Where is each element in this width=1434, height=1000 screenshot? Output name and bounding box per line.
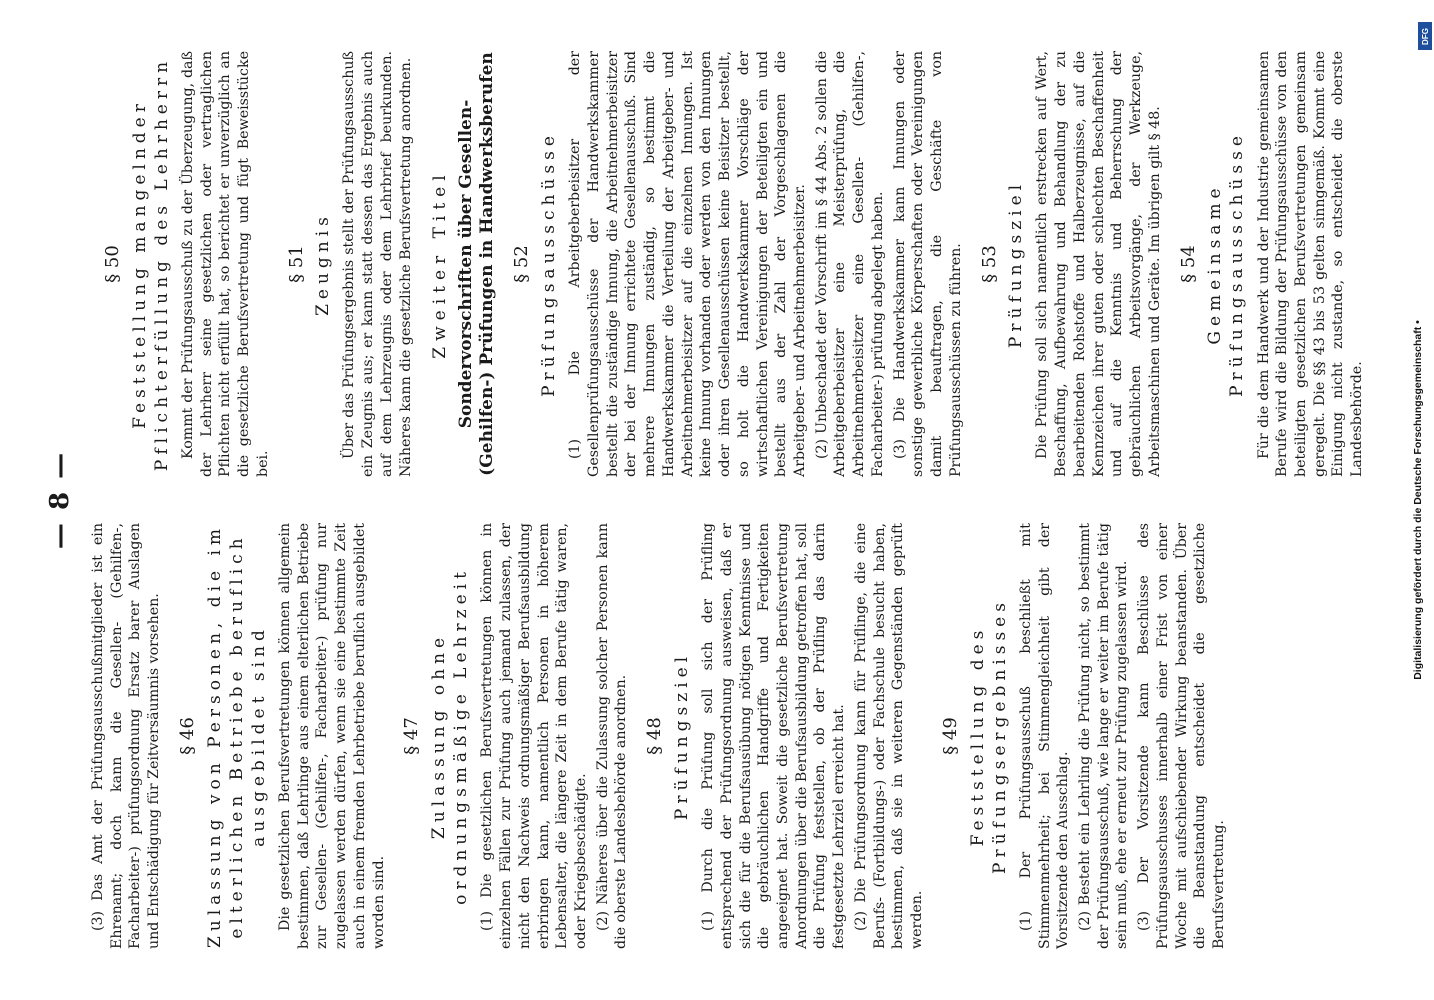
paragraph: Für die dem Handwerk und der Industrie gemeinsamen Berufe wird die Bildung der Prüfungsausschüsse von den beteiligten gesetzlichen Berufsvertretungen gemeinsam geregelt. Die §§ 43 bis 53 gelten sinngemäß. Kommt eine Einigung nicht zustande, so entscheidet die oberste Landesbehörde. xyxy=(1255,51,1366,477)
section-number: § 54 xyxy=(1177,245,1199,283)
paragraph: (1) Durch die Prüfung soll sich der Prüfling entsprechend der Prüfungsordnung ausweisen, daß er sich die für die Berufsausübung nötigen Kenntnisse und die gebräuchlichen Handgriffe und Fertigkeiten angeeignet hat. Soweit die gesetzliche Berufsvertretung Anordnungen über die Berufsausbildung getroffen hat, soll die Prüfung feststellen, ob der Prüfling das darin festgesetzte Lehrziel erreicht hat. xyxy=(700,523,848,949)
paragraph: (2) Unbeschadet der Vorschrift im § 44 Abs. 2 sollen die Arbeitgeberbeisitzer eine Meisterprüfung, die Arbeitnehmerbeisitzer eine Gesellen- (Gehilfen-, Facharbeiter-) prüfung abgelegt haben. xyxy=(813,51,886,477)
text-columns xyxy=(89,51,1370,949)
section-title: Zulassung von Personen, die im elterlichen Betriebe beruflich ausgebildet sind xyxy=(204,523,269,949)
paragraph: (2) Näheres über die Zulassung solcher Personen kann die oberste Landesbehörde anordnen. xyxy=(594,523,630,949)
section-title: Gemeinsame Prüfungsausschüsse xyxy=(1205,131,1248,397)
section-title: Zulassung ohne ordnungsmäßige Lehrzeit xyxy=(429,567,472,905)
paragraph: Die Prüfung soll sich namentlich erstrecken auf Wert, Beschaffung, Aufbewahrung und Behandlung der zu bearbeitenden Rohstoffe und Halberzeugnisse, auf die Kennzeichen ihrer guten oder schlechten Beschaffenheit und auf die Kenntnis und Beherrschung der gebräuchlichen Arbeitsvorgänge, der Werkzeuge, Arbeitsmaschinen und Geräte. Im übrigen gilt § 48. xyxy=(1034,51,1163,477)
section-number: § 49 xyxy=(939,717,961,755)
paragraph: (3) Der Vorsitzende kann Beschlüsse des Prüfungsausschusses innerhalb einer Frist von einer Woche mit aufschiebender Wirkung beanstanden. Über die Beanstandung entscheidet die gesetzliche Berufsvertretung. xyxy=(1136,523,1228,949)
paragraph: (3) Die Handwerkskammer kann Innungen oder sonstige gewerbliche Körperschaften oder Vereinigungen damit beauftragen, die Geschäfte von Prüfungsausschüssen zu führen. xyxy=(891,51,964,477)
paragraph: Über das Prüfungsergebnis stellt der Prüfungsausschuß ein Zeugnis aus; er kann statt dessen das Ergebnis auch auf dem Lehrzeugnis oder dem Lehrbrief beurkunden. Näheres kann die gesetzliche Berufsvertretung anordnen. xyxy=(341,51,414,477)
part-subtitle: Sondervorschriften über Gesellen- (Gehilfen-) Prüfungen in Handwerksberufen xyxy=(455,52,498,476)
section-number: § 48 xyxy=(644,717,666,755)
paragraph: (1) Der Prüfungsausschuß beschließt mit Stimmenmehrheit; bei Stimmengleichheit gibt der Vorsitzende den Ausschlag. xyxy=(1017,523,1072,949)
paragraph: Kommt der Prüfungsausschuß zu der Überzeugung, daß der Lehrherr seine gesetzlichen oder vertraglichen Pflichten nicht erfüllt hat, so berichtet er unverzüglich an die gesetzliche Berufsvertretung und fügt Beweisstücke bei. xyxy=(179,51,271,477)
section-title: Prüfungsausschüsse xyxy=(539,131,560,397)
paragraph: (3) Das Amt der Prüfungsausschußmitglieder ist ein Ehrenamt; doch kann die Gesellen- (Gehilfen-, Facharbeiter-) prüfungsordnung Ersatz barer Auslagen und Entschädigung für Zeitversäumnis vorsehen. xyxy=(90,523,163,949)
paragraph: (2) Die Prüfungsordnung kann für Prüflinge, die eine Berufs- (Fortbildungs-) oder Fachschule besucht haben, bestimmen, daß sie in weiteren Gegenständen geprüft werden. xyxy=(852,523,926,949)
paragraph: (1) Die gesetzlichen Berufsvertretungen können in einzelnen Fällen zur Prüfung auch jemand zulassen, der nicht den Nachweis ordnungsmäßiger Berufsausbildung erbringen kann, namentlich Personen in höherem Lebensalter, die längere Zeit in dem Berufe tätig waren, oder Kriegsbeschädigte. xyxy=(479,523,589,949)
left-column xyxy=(89,523,1370,949)
digitization-note: Digitalisierung gefördert durch die Deutsche Forschungsgemeinschaft • xyxy=(1412,320,1424,680)
page-number: — 8 — xyxy=(45,450,75,550)
section-title: Prüfungsziel xyxy=(671,651,692,821)
section-title: Feststellung des Prüfungsergebnisses xyxy=(967,598,1010,874)
paragraph: (1) Die Arbeitgeberbeisitzer der Gesellenprüfungsausschüsse der Handwerkskammer bestellt die zuständige Innung, die Arbeitnehmerbeisitzer der bei der Innung errichtete Gesellenausschuß. Sind mehrere Innungen zuständig, so bestimmt die Handwerkskammer die Verteilung der Arbeitgeber- und Arbeitnehmerbeisitzer auf die einzelnen Innungen. Ist keine Innung vorhanden oder werden von den Innungen oder ihren Gesellenausschüssen keine Beisitzer bestellt, so holt die Handwerkskammer Vorschläge der wirtschaftlichen Vereinigungen der Beteiligten ein und bestellt aus der Zahl der Vorgeschlagenen die Arbeitgeber- und Arbeitnehmerbeisitzer. xyxy=(567,51,808,477)
document-page xyxy=(27,15,1407,985)
part-title: Zweiter Titel xyxy=(430,169,451,359)
section-title: Feststellung mangelnder Pflichterfüllung des Lehrherrn xyxy=(129,56,172,472)
section-number: § 51 xyxy=(285,245,307,283)
paragraph: (2) Besteht ein Lehrling die Prüfung nicht, so bestimmt der Prüfungsausschuß, wie lange er weiter im Berufe tätig sein muß, ehe er erneut zur Prüfung zugelassen wird. xyxy=(1076,523,1131,949)
section-number: § 50 xyxy=(102,245,123,283)
section-number: § 46 xyxy=(176,717,198,755)
section-number: § 53 xyxy=(978,245,1000,283)
right-column xyxy=(89,51,1370,477)
section-title: Zeugnis xyxy=(313,212,334,316)
section-title: Prüfungsziel xyxy=(1006,179,1027,349)
dfg-logo: DFG xyxy=(1418,22,1432,50)
section-number: § 47 xyxy=(401,717,423,755)
section-number: § 52 xyxy=(511,245,533,283)
paragraph: Die gesetzlichen Berufsvertretungen können allgemein bestimmen, daß Lehrlinge aus einem elterlichen Betriebe zur Gesellen- (Gehilfen-, Facharbeiter-) prüfung nur zugelassen werden dürfen, wenn sie eine bestimmte Zeit auch in einem fremden Lehrbetriebe beruflich ausgebildet worden sind. xyxy=(276,523,387,949)
